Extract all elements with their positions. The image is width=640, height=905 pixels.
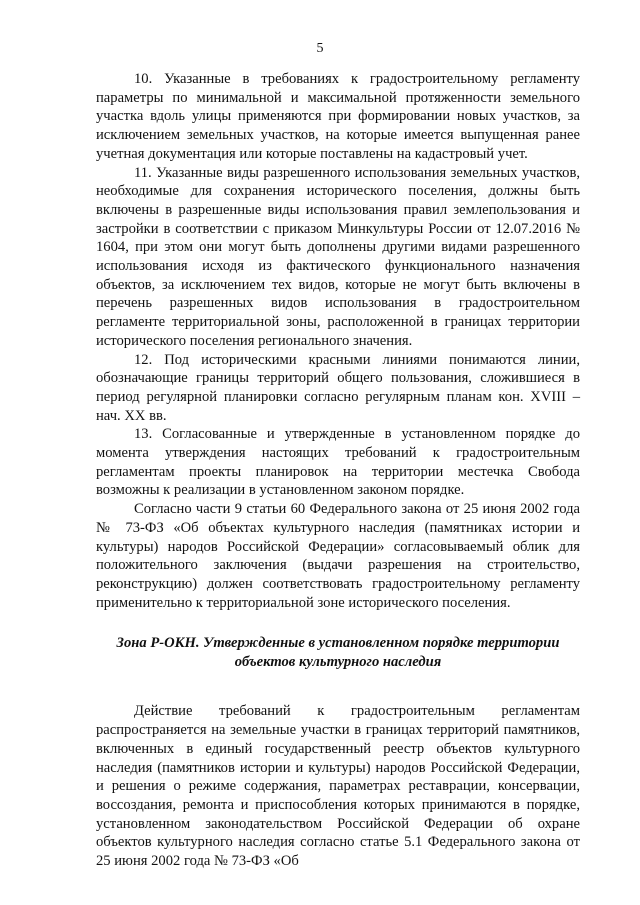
paragraph-13: 13. Согласованные и утвержденные в установленном порядке до момента утверждения настоящих требований к градостроительным регламентам проекты планировок на территории местечка Свобода возможны к реализации в установленном законом порядке. bbox=[96, 426, 580, 499]
zone-heading-line-1: Зона Р-ОКН. Утвержденные в установленном порядке территории bbox=[116, 635, 560, 652]
zone-heading-line-2: объектов культурного наследия bbox=[234, 654, 442, 671]
paragraph-12: 12. Под историческими красными линиями понимаются линии, обозначающие границы территорий общего пользования, сложившиеся в период регулярной планировки согласно регулярным планам кон. XVIII – нач. XX вв. bbox=[96, 351, 580, 424]
paragraph-zone-description: Действие требований к градостроительным регламентам распространяется на земельные участки в границах территорий памятников, включенных в единый государственный реестр объектов культурного наследия (памятников истории и культуры) народов Российской Федерации, и решения о режиме содержания, параметрах реставрации, консервации, воссоздания, ремонта и приспособления которых принимаются в порядке, установленном законодательством Российской Федерации об охране объектов культурного наследия согласно статье 5.1 Федерального закона от 25 июня 2002 года № 73-ФЗ «Об bbox=[96, 703, 580, 870]
document-body bbox=[96, 70, 580, 871]
page-number: 5 bbox=[316, 41, 324, 56]
paragraph-law-reference: Согласно части 9 статьи 60 Федерального закона от 25 июня 2002 года № 73-ФЗ «Об объектах культурного наследия (памятниках истории и культуры) народов Российской Федерации» согласовываемый облик для положительного заключения (выдачи разрешения на строительство, реконструкцию) должен соответствовать градостроительному регламенту применительно к территориальной зоне исторического поселения. bbox=[96, 501, 580, 611]
zone-heading bbox=[96, 634, 580, 672]
paragraph-11: 11. Указанные виды разрешенного использования земельных участков, необходимые для сохранения исторического поселения, должны быть включены в разрешенные виды использования правил землепользования и застройки в соответствии с приказом Минкультуры России от 12.07.2016 № 1604, при этом они могут быть дополнены другими видами разрешенного использования исходя из фактического функционального назначения объектов, за исключением тех видов, которые не могут быть включены в перечень разрешенных видов использования в градостроительном регламенте территориальной зоны, расположенной в границах территории исторического поселения регионального значения. bbox=[96, 164, 580, 349]
paragraph-10: 10. Указанные в требованиях к градостроительному регламенту параметры по минимальной и максимальной протяженности земельного участка вдоль улицы применяются при формировании новых участков, за исключением земельных участков, на которые имеется выпущенная ранее учетная документация или которые поставлены на кадастровый учет. bbox=[96, 71, 580, 162]
